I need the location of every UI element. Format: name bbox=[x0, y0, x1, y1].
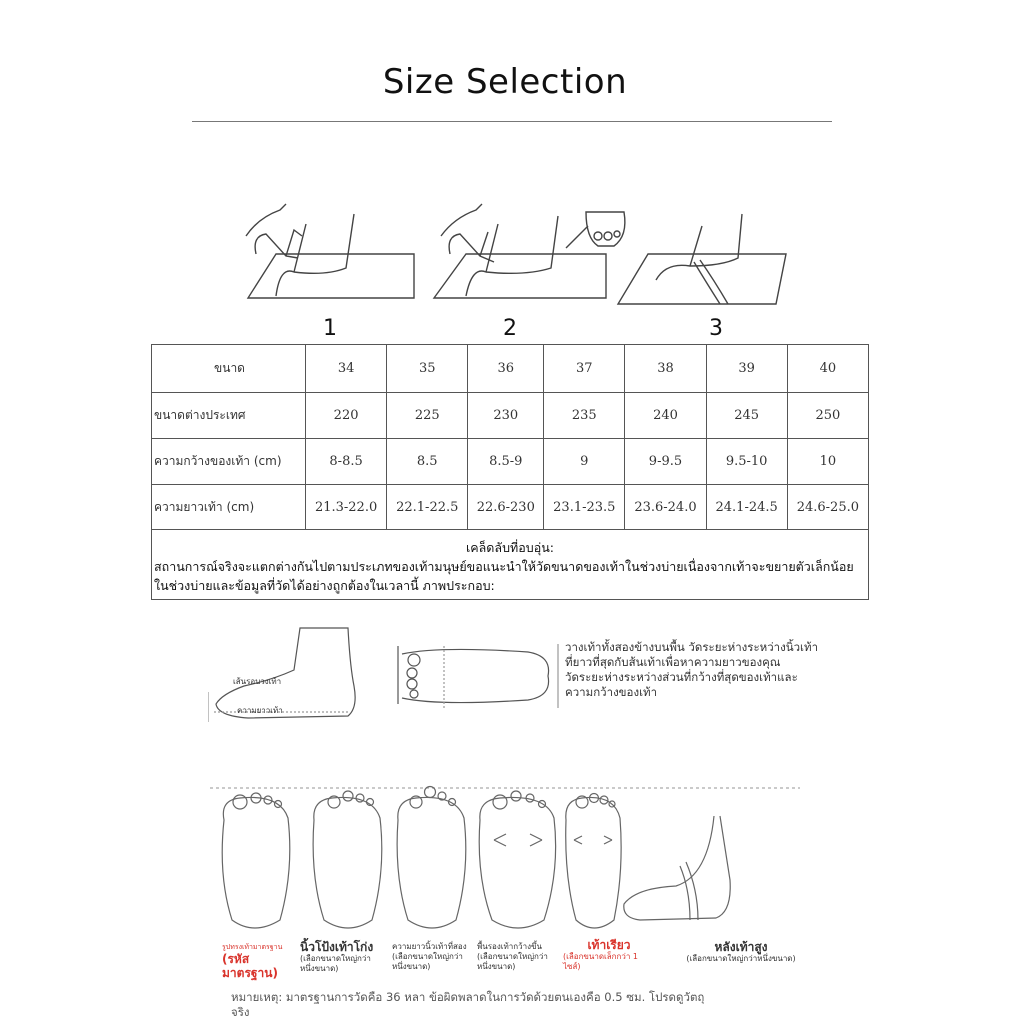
foot-type-high-instep-small: (เลือกขนาดใหญ่กว่าหนึ่งขนาด) bbox=[686, 954, 796, 963]
foot-type-wide-small: พื้นรองเท้ากว้างขึ้น (เลือกขนาดใหญ่กว่าหนึ่งขนาด) bbox=[477, 942, 548, 971]
table-row bbox=[152, 393, 869, 439]
arch-label: เส้นรอบวงเท้า bbox=[233, 677, 282, 686]
table-cell: 24.6-25.0 bbox=[787, 485, 868, 530]
table-cell: 10 bbox=[787, 439, 868, 485]
table-cell: 235 bbox=[544, 393, 625, 439]
foot-type-label-bunion bbox=[300, 940, 382, 974]
table-cell: 250 bbox=[787, 393, 868, 439]
measure-instructions bbox=[565, 640, 825, 700]
row-header-width: ความกว้างของเท้า (cm) bbox=[152, 439, 306, 485]
hand-pen-1 bbox=[246, 204, 302, 258]
foot-type-label-high-instep bbox=[676, 940, 806, 964]
table-cell: 225 bbox=[387, 393, 468, 439]
tape-measure-3 bbox=[694, 260, 728, 304]
foot-type-standard-small: รูปทรงเท้ามาตรฐาน bbox=[222, 943, 283, 951]
table-cell: 34 bbox=[306, 345, 387, 393]
table-cell: 22.6-230 bbox=[468, 485, 544, 530]
row-header-international: ขนาดต่างประเทศ bbox=[152, 393, 306, 439]
table-row bbox=[152, 439, 869, 485]
table-cell: 21.3-22.0 bbox=[306, 485, 387, 530]
foot-type-bunion-small: (เลือกขนาดใหญ่กว่าหนึ่งขนาด) bbox=[300, 954, 371, 973]
instruction-length: วางเท้าทั้งสองข้างบนพื้น วัดระยะห่างระหว่างนิ้วเท้าที่ยาวที่สุดกับส้นเท้าเพื่อหาความยาวของคุณ bbox=[565, 640, 819, 669]
table-row bbox=[152, 345, 869, 393]
length-label: ความยาวเท้า bbox=[237, 706, 283, 715]
table-cell: 36 bbox=[468, 345, 544, 393]
table-row bbox=[152, 485, 869, 530]
table-cell: 230 bbox=[468, 393, 544, 439]
step-number-2: 2 bbox=[503, 316, 517, 341]
foot-type-narrow-small: (เลือกขนาดเล็กกว่า 1 ไซส์) bbox=[563, 952, 638, 971]
table-cell: 38 bbox=[625, 345, 706, 393]
foot-high-instep bbox=[624, 816, 730, 920]
table-cell: 22.1-22.5 bbox=[387, 485, 468, 530]
side-foot-outline bbox=[216, 628, 355, 718]
foot-narrow bbox=[566, 794, 621, 929]
foot-type-narrow-big: เท้าเรียว bbox=[587, 938, 631, 952]
table-cell: 9 bbox=[544, 439, 625, 485]
table-cell: 40 bbox=[787, 345, 868, 393]
foot-type-label-standard bbox=[222, 942, 296, 980]
foot-type-high-instep-big: หลังเท้าสูง bbox=[714, 940, 768, 954]
measuring-steps-illustration bbox=[236, 196, 792, 322]
tips-box bbox=[151, 530, 869, 600]
top-foot-outline bbox=[402, 649, 549, 702]
foot-bunion bbox=[313, 791, 382, 928]
table-cell: 8.5-9 bbox=[468, 439, 544, 485]
size-table bbox=[151, 344, 869, 530]
row-header-size: ขนาด bbox=[152, 345, 306, 393]
step-number-1: 1 bbox=[323, 316, 337, 341]
foot-wide bbox=[479, 791, 555, 928]
table-cell: 9-9.5 bbox=[625, 439, 706, 485]
foot-type-label-wide bbox=[477, 942, 557, 972]
foot-type-label-narrow bbox=[563, 938, 655, 972]
title-divider bbox=[192, 121, 832, 122]
table-cell: 24.1-24.5 bbox=[706, 485, 787, 530]
table-cell: 23.1-23.5 bbox=[544, 485, 625, 530]
foot-type-second-toe-small: ความยาวนิ้วเท้าที่สอง (เลือกขนาดใหญ่กว่าหนึ่งขนาด) bbox=[392, 942, 467, 971]
table-cell: 245 bbox=[706, 393, 787, 439]
step-number-3: 3 bbox=[709, 316, 723, 341]
table-cell: 8.5 bbox=[387, 439, 468, 485]
paper-sheet-2 bbox=[434, 254, 606, 298]
table-cell: 220 bbox=[306, 393, 387, 439]
table-cell: 8-8.5 bbox=[306, 439, 387, 485]
tips-body: สถานการณ์จริงจะแตกต่างกันไปตามประเภทของเท้ามนุษย์ขอแนะนำให้วัดขนาดของเท้าในช่วงบ่ายเนื่องจากเท้าจะขยายตัวเล็กน้อยในช่วงบ่ายและข้อมูลที่วัดได้อย่างถูกต้องในเวลานี้ ภาพประกอบ: bbox=[154, 559, 854, 593]
foot-long-second-toe bbox=[397, 787, 466, 929]
foot-type-bunion-big: นิ้วโป้งเท้าโก่ง bbox=[300, 940, 374, 954]
foot-type-standard-big: (รหัสมาตรฐาน) bbox=[222, 952, 278, 980]
arrow-2 bbox=[566, 226, 588, 248]
table-cell: 23.6-24.0 bbox=[625, 485, 706, 530]
foot-types-illustration bbox=[210, 780, 800, 940]
foot-outline-1 bbox=[276, 214, 354, 296]
table-cell: 35 bbox=[387, 345, 468, 393]
paper-sheet-3 bbox=[618, 254, 786, 304]
toe-inset-2 bbox=[586, 212, 625, 246]
tips-title: เคล็ดลับที่อบอุ่น: bbox=[466, 540, 554, 555]
table-cell: 240 bbox=[625, 393, 706, 439]
table-cell: 39 bbox=[706, 345, 787, 393]
row-header-length: ความยาวเท้า (cm) bbox=[152, 485, 306, 530]
footnote: หมายเหตุ: มาตรฐานการวัดคือ 36 หลา ข้อผิดพลาดในการวัดด้วยตนเองคือ 0.5 ซม. โปรดดูวัตถุจริง bbox=[231, 990, 705, 1019]
instruction-width: วัดระยะห่างระหว่างส่วนที่กว้างที่สุดของเท้าและความกว้างของเท้า bbox=[565, 670, 798, 699]
table-cell: 9.5-10 bbox=[706, 439, 787, 485]
foot-standard bbox=[222, 793, 290, 928]
table-cell: 37 bbox=[544, 345, 625, 393]
paper-sheet-1 bbox=[248, 254, 414, 298]
page-title: Size Selection bbox=[382, 62, 628, 102]
foot-type-label-second-toe bbox=[392, 942, 472, 972]
